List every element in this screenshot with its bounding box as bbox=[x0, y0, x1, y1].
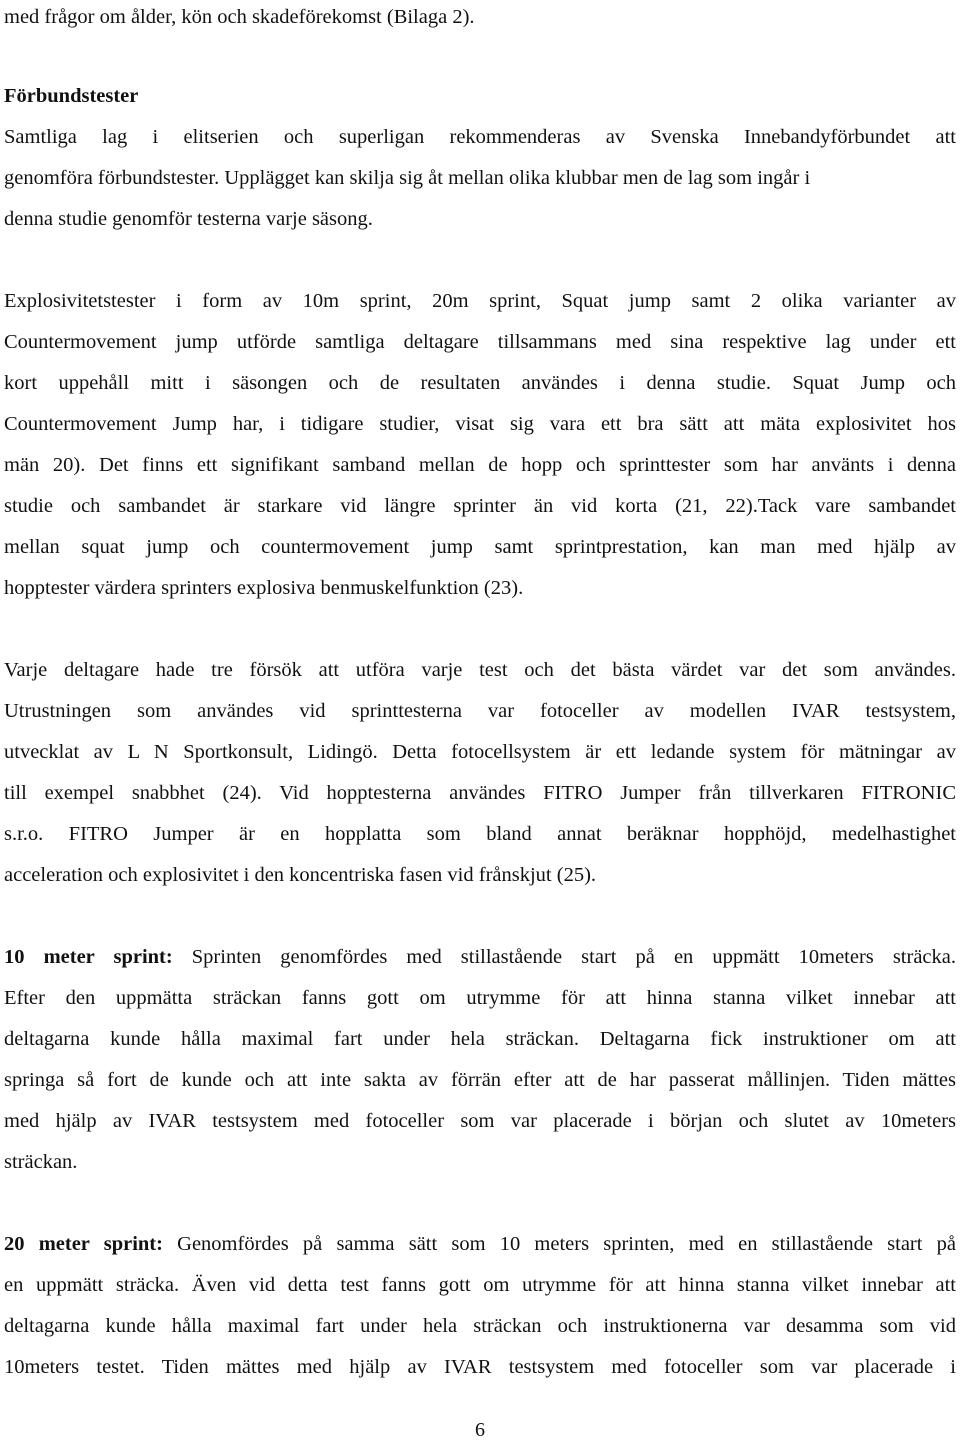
paragraph-line: kort uppehåll mitt i säsongen och de resultaten användes i denna studie. Squat Jump och bbox=[4, 372, 956, 394]
paragraph-line: sträckan. bbox=[4, 1151, 78, 1173]
paragraph-line: genomföra förbundstester. Upplägget kan skilja sig åt mellan olika klubbar men de lag som ingår i bbox=[4, 167, 811, 189]
paragraph-line: med hjälp av IVAR testsystem med fotoceller som var placerade i början och slutet av 10meters bbox=[4, 1110, 956, 1132]
paragraph-line: Countermovement jump utförde samtliga deltagare tillsammans med sina respektive lag under ett bbox=[4, 331, 956, 353]
paragraph-line: utvecklat av L N Sportkonsult, Lidingö. Detta fotocellsystem är ett ledande system för mätningar av bbox=[4, 741, 956, 763]
sprint10-first-text: Sprinten genomfördes med stillastående start på en uppmätt 10meters sträcka. bbox=[172, 946, 957, 968]
sprint20-label: 20 meter sprint: bbox=[4, 1233, 163, 1255]
paragraph-line: deltagarna kunde hålla maximal fart under hela sträckan. Deltagarna fick instruktioner om att bbox=[4, 1028, 956, 1050]
paragraph-line: acceleration och explosivitet i den koncentriska fasen vid frånskjut (25). bbox=[4, 864, 597, 886]
paragraph-line: Samtliga lag i elitserien och superligan rekommenderas av Svenska Innebandyförbundet att bbox=[4, 126, 956, 148]
paragraph-line: till exempel snabbhet (24). Vid hopptesterna användes FITRO Jumper från tillverkaren FITRONIC bbox=[4, 782, 956, 804]
paragraph-line: Countermovement Jump har, i tidigare studier, visat sig vara ett bra sätt att mäta explosivitet hos bbox=[4, 413, 956, 435]
section-heading: Förbundstester bbox=[4, 85, 139, 107]
paragraph-line: Efter den uppmätta sträckan fanns gott om utrymme för att hinna stanna vilket innebar att bbox=[4, 987, 956, 1009]
sprint10-first-line bbox=[4, 944, 956, 970]
sprint10-label: 10 meter sprint: bbox=[4, 946, 173, 968]
paragraph-line: 10meters testet. Tiden mättes med hjälp av IVAR testsystem med fotoceller som var placerade i bbox=[4, 1356, 956, 1378]
paragraph-line: deltagarna kunde hålla maximal fart under hela sträckan och instruktionerna var desamma som vid bbox=[4, 1315, 956, 1337]
paragraph-line: Explosivitetstester i form av 10m sprint, 20m sprint, Squat jump samt 2 olika varianter av bbox=[4, 290, 956, 312]
intro-line: med frågor om ålder, kön och skadeförekomst (Bilaga 2). bbox=[4, 6, 475, 28]
page-number: 6 bbox=[475, 1419, 485, 1441]
paragraph-line: män 20). Det finns ett signifikant samband mellan de hopp och sprinttester som har använts i denna bbox=[4, 454, 956, 476]
sprint20-first-line bbox=[4, 1231, 956, 1257]
paragraph-line: s.r.o. FITRO Jumper är en hopplatta som bland annat beräknar hopphöjd, medelhastighet bbox=[4, 823, 956, 845]
paragraph-line: Utrustningen som användes vid sprinttesterna var fotoceller av modellen IVAR testsystem, bbox=[4, 700, 956, 722]
paragraph-line: mellan squat jump och countermovement jump samt sprintprestation, kan man med hjälp av bbox=[4, 536, 956, 558]
sprint20-first-text: Genomfördes på samma sätt som 10 meters sprinten, med en stillastående start på bbox=[162, 1233, 956, 1255]
paragraph-line: en uppmätt sträcka. Även vid detta test fanns gott om utrymme för att hinna stanna vilket innebar att bbox=[4, 1274, 956, 1296]
paragraph-line: studie och sambandet är starkare vid längre sprinter än vid korta (21, 22).Tack vare sambandet bbox=[4, 495, 956, 517]
paragraph-line: Varje deltagare hade tre försök att utföra varje test och det bästa värdet var det som användes. bbox=[4, 659, 956, 681]
paragraph-line: hopptester värdera sprinters explosiva benmuskelfunktion (23). bbox=[4, 577, 524, 599]
paragraph-line: springa så fort de kunde och att inte sakta av förrän efter att de har passerat mållinjen. Tiden mättes bbox=[4, 1069, 956, 1091]
paragraph-line: denna studie genomför testerna varje säsong. bbox=[4, 208, 373, 230]
